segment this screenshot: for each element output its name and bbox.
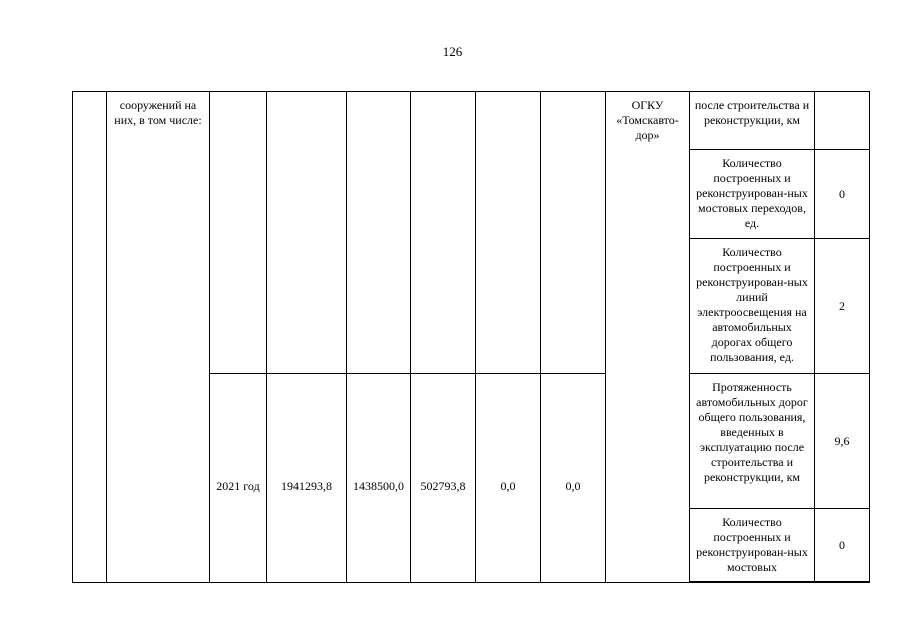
executor-cell: ОГКУ «Томскавто-дор» (606, 92, 690, 583)
total-cell-empty (267, 92, 347, 374)
local-cell: 0,0 (476, 374, 541, 583)
page-number: 126 (442, 44, 463, 59)
table-row (73, 92, 870, 150)
local-cell-empty (476, 92, 541, 374)
indicator-value: 0 (815, 509, 870, 582)
indicator-value: 9,6 (815, 374, 870, 509)
indicator-name: Протяженность автомобильных дорог общего пользования, введенных в эксплуатацию после строительства и реконструкции, км (690, 374, 815, 509)
indicator-name: после строительства и реконструкции, км (690, 92, 815, 150)
federal-cell: 1438500,0 (347, 374, 411, 583)
program-table (72, 91, 870, 583)
other-cell-empty (541, 92, 606, 374)
year-cell: 2021 год (210, 374, 267, 583)
other-cell: 0,0 (541, 374, 606, 583)
task-name-cell: сооружений на них, в том числе: (107, 92, 210, 583)
indicator-name: Количество построенных и реконструирован-ных мостовых (690, 509, 815, 582)
total-cell: 1941293,8 (267, 374, 347, 583)
federal-cell-empty (347, 92, 411, 374)
spacer-cell (815, 582, 870, 583)
indicator-value (815, 92, 870, 150)
indicator-value: 0 (815, 150, 870, 239)
indicator-value: 2 (815, 239, 870, 374)
year-cell-empty (210, 92, 267, 374)
regional-cell-empty (411, 92, 476, 374)
indicator-name: Количество построенных и реконструирован-ных мостовых переходов, ед. (690, 150, 815, 239)
number-cell (73, 92, 107, 583)
indicator-name: Количество построенных и реконструирован-ных линий электроосвещения на автомобильных дорогах общего пользования, ед. (690, 239, 815, 374)
spacer-cell (690, 582, 815, 583)
regional-cell: 502793,8 (411, 374, 476, 583)
